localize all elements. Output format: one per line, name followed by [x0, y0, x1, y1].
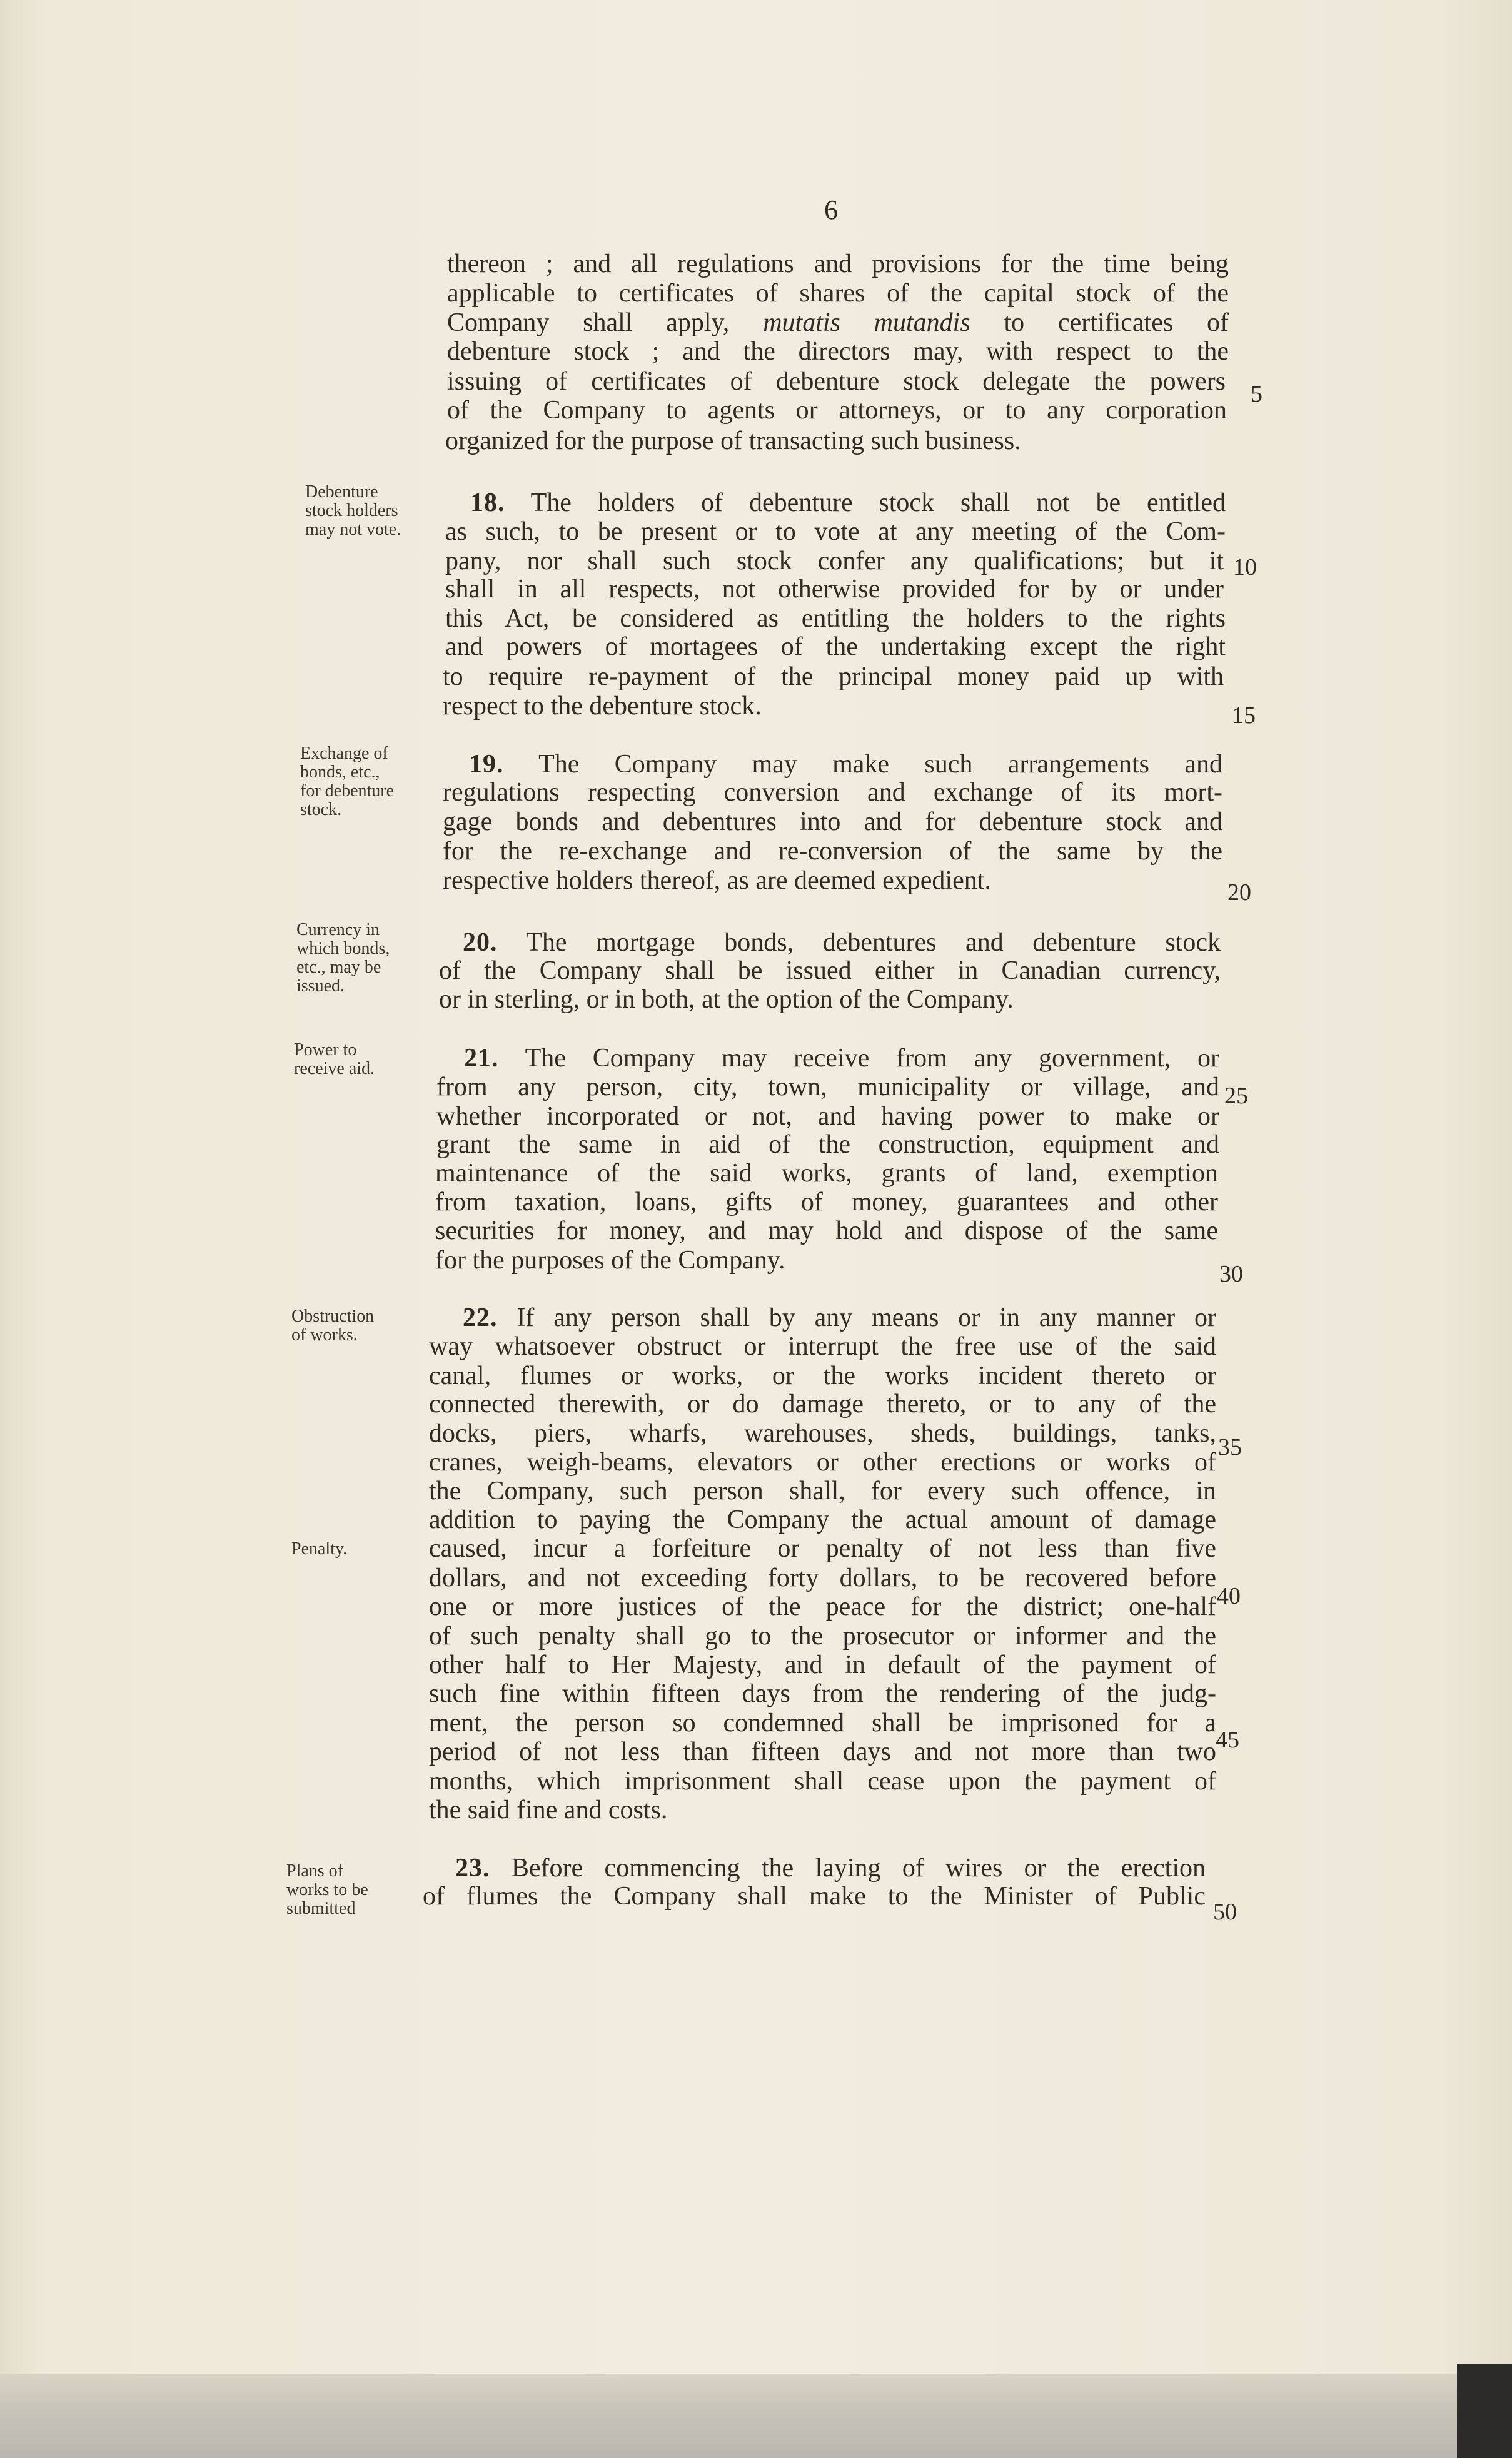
text-line [443, 779, 1222, 806]
line-text: ment, the person so condemned shall be imprisoned for a [429, 1709, 1216, 1737]
margin-note-line: etc., may be [296, 958, 381, 977]
line-number: 20 [1227, 879, 1251, 906]
margin-note-line: of works. [291, 1325, 358, 1345]
margin-note-line: Power to [294, 1040, 357, 1060]
margin-note-line: Debenture [305, 482, 378, 502]
section-number: 21. [464, 1044, 499, 1073]
line-text: caused, incur a forfeiture or penalty of not less than five [429, 1534, 1216, 1563]
line-text: or in sterling, or in both, at the option of the Company. [439, 985, 1014, 1014]
line-text: period of not less than fifteen days and not more than two [429, 1737, 1216, 1766]
line-text: issuing of certificates of debenture stock delegate the powers [447, 367, 1226, 396]
line-text: of the Company shall be issued either in Canadian currency, [439, 956, 1221, 985]
text-line [429, 1796, 770, 1824]
text-line [429, 1477, 1216, 1505]
line-number: 40 [1217, 1583, 1241, 1609]
line-text: respect to the debenture stock. [443, 692, 762, 721]
text-line [436, 1103, 1219, 1130]
line-text: of flumes the Company shall make to the Minister of Public [423, 1882, 1206, 1911]
text-line [435, 1217, 1218, 1245]
text-line [429, 1768, 1216, 1795]
text-line [429, 1622, 1216, 1650]
text-line [443, 808, 1222, 836]
margin-note-line: bonds, etc., [300, 762, 380, 782]
text-line [455, 1854, 1206, 1882]
text-line [429, 1506, 1216, 1534]
section-number: 20. [463, 928, 498, 957]
text-line [447, 309, 1229, 336]
text-line [445, 575, 1224, 603]
line-number: 5 [1251, 381, 1263, 407]
line-text: months, which imprisonment shall cease upon the payment of [429, 1767, 1216, 1796]
line-text: Company shall apply, [447, 308, 764, 337]
text-line [429, 1449, 1216, 1476]
line-text: securities for money, and may hold and dispose of the same [435, 1216, 1218, 1245]
line-text: this Act, be considered as entitling the holders to the rights [445, 604, 1226, 633]
line-text: such fine within fifteen days from the rendering of the judg- [429, 1679, 1216, 1708]
text-line [464, 1044, 1219, 1072]
text-line [445, 605, 1226, 632]
line-text: of the Company to agents or attorneys, or to any corporation [447, 396, 1227, 425]
margin-note-line: stock holders [305, 501, 398, 520]
line-text: applicable to certificates of shares of the capital stock of the [447, 279, 1229, 308]
text-line [429, 1709, 1216, 1737]
text-line [429, 1564, 1216, 1592]
text-line [447, 397, 1227, 424]
text-line [463, 1304, 1216, 1332]
margin-note-line: issued. [296, 976, 345, 996]
line-text: Before commencing the laying of wires or the erection [490, 1854, 1206, 1883]
text-line [436, 1073, 1219, 1101]
text-line [439, 957, 1221, 984]
text-line [435, 1188, 1218, 1216]
margin-note-line: may not vote. [305, 520, 401, 539]
text-line [429, 1420, 1216, 1447]
text-line [429, 1535, 1216, 1562]
line-text: shall in all respects, not otherwise provided for by or under [445, 575, 1224, 604]
text-line [445, 518, 1226, 545]
margin-note-line: which bonds, [296, 939, 390, 958]
line-text: gage bonds and debentures into and for debenture stock and [443, 807, 1222, 836]
margin-note-line: Currency in [296, 920, 380, 939]
text-line [439, 986, 1026, 1013]
section-number: 22. [463, 1303, 498, 1332]
text-line [445, 427, 1132, 455]
italic-phrase: mutatis mutandis [763, 308, 970, 337]
section-number: 18. [470, 488, 505, 517]
line-text: canal, flumes or works, or the works incident thereto or [429, 1362, 1216, 1390]
line-text: thereon ; and all regulations and provisions for the time being [447, 250, 1229, 278]
line-text: whether incorporated or not, and having power to make or [436, 1102, 1219, 1131]
margin-note-line: Exchange of [300, 744, 388, 763]
text-line [429, 1593, 1216, 1621]
line-text: addition to paying the Company the actual amount of damage [429, 1505, 1216, 1534]
margin-note-line: for debenture [300, 781, 395, 801]
text-line [435, 1247, 968, 1274]
text-line [443, 663, 1224, 690]
line-text: for the purposes of the Company. [435, 1246, 785, 1275]
text-line [443, 837, 1222, 865]
line-text: regulations respecting conversion and exchange of its mort- [443, 778, 1222, 807]
line-text: from taxation, loans, gifts of money, guarantees and other [435, 1188, 1218, 1216]
line-text: to certificates of [970, 308, 1229, 337]
line-text: The Company may receive from any government, or [498, 1044, 1219, 1073]
line-text: maintenance of the said works, grants of land, exemption [435, 1159, 1218, 1188]
line-text: pany, nor shall such stock confer any qualifications; but it [445, 547, 1224, 575]
text-line [429, 1680, 1216, 1707]
margin-note-line: Plans of [286, 1861, 343, 1881]
text-line [447, 280, 1229, 307]
line-text: to require re-payment of the principal money paid up with [443, 662, 1224, 691]
line-text: If any person shall by any means or in any manner or [497, 1303, 1216, 1332]
line-text: organized for the purpose of transacting such business. [445, 427, 1021, 455]
text-line [436, 1131, 1219, 1158]
text-line [470, 489, 1226, 517]
text-line [447, 368, 1226, 395]
margin-note-line: submitted [286, 1899, 356, 1918]
text-line [435, 1160, 1218, 1187]
text-line [469, 751, 1222, 778]
line-text: for the re-exchange and re-conversion of the same by the [443, 837, 1222, 866]
line-text: way whatsoever obstruct or interrupt the free use of the said [429, 1332, 1216, 1361]
line-text: from any person, city, town, municipality or village, and [436, 1073, 1219, 1101]
line-text: the Company, such person shall, for every such offence, in [429, 1477, 1216, 1505]
section-number: 23. [455, 1854, 490, 1883]
line-number: 50 [1213, 1899, 1237, 1925]
line-text: other half to Her Majesty, and in default of the payment of [429, 1651, 1216, 1679]
line-text: grant the same in aid of the construction, equipment and [436, 1130, 1219, 1159]
text-line [443, 692, 829, 720]
line-text: the said fine and costs. [429, 1796, 668, 1824]
line-text: one or more justices of the peace for the district; one-half [429, 1592, 1216, 1621]
line-text: The holders of debenture stock shall not be entitled [505, 488, 1226, 517]
line-number: 15 [1232, 702, 1256, 729]
line-number: 45 [1216, 1727, 1239, 1753]
line-text: debenture stock ; and the directors may, with respect to the [447, 337, 1229, 366]
line-text: docks, piers, wharfs, warehouses, sheds, buildings, tanks, [429, 1419, 1216, 1448]
line-text: cranes, weigh-beams, elevators or other erections or works of [429, 1448, 1216, 1477]
text-line [447, 338, 1229, 365]
margin-note-line: receive aid. [294, 1059, 375, 1078]
line-text: and powers of mortagees of the undertaking except the right [445, 632, 1226, 661]
line-number: 30 [1219, 1261, 1243, 1287]
text-line [429, 1390, 1216, 1418]
margin-note-line: stock. [300, 800, 342, 819]
text-line [429, 1362, 1216, 1390]
text-line [429, 1738, 1216, 1766]
section-number: 19. [469, 750, 504, 779]
text-line [445, 633, 1226, 660]
line-text: The mortgage bonds, debentures and debenture stock [497, 928, 1221, 957]
line-text: as such, to be present or to vote at any meeting of the Com- [445, 517, 1226, 546]
margin-note-line: works to be [286, 1880, 368, 1899]
line-text: connected therewith, or do damage thereto, or to any of the [429, 1390, 1216, 1419]
margin-note-line: Penalty. [291, 1539, 348, 1559]
text-line [447, 250, 1229, 278]
margin-note-line: Obstruction [291, 1307, 375, 1326]
line-number: 35 [1218, 1434, 1242, 1460]
line-text: dollars, and not exceeding forty dollars, to be recovered before [429, 1564, 1216, 1592]
line-number: 25 [1224, 1083, 1248, 1109]
text-line [463, 929, 1221, 956]
text-line [443, 867, 1060, 894]
line-text: The Company may make such arrangements and [503, 750, 1222, 779]
text-line [423, 1883, 1206, 1910]
text-line [429, 1333, 1216, 1360]
line-text: of such penalty shall go to the prosecutor or informer and the [429, 1622, 1216, 1651]
line-number: 10 [1233, 554, 1257, 580]
page-number: 6 [824, 195, 838, 225]
text-line [429, 1651, 1216, 1679]
line-text: respective holders thereof, as are deemed expedient. [443, 866, 991, 895]
text-line [445, 547, 1224, 575]
